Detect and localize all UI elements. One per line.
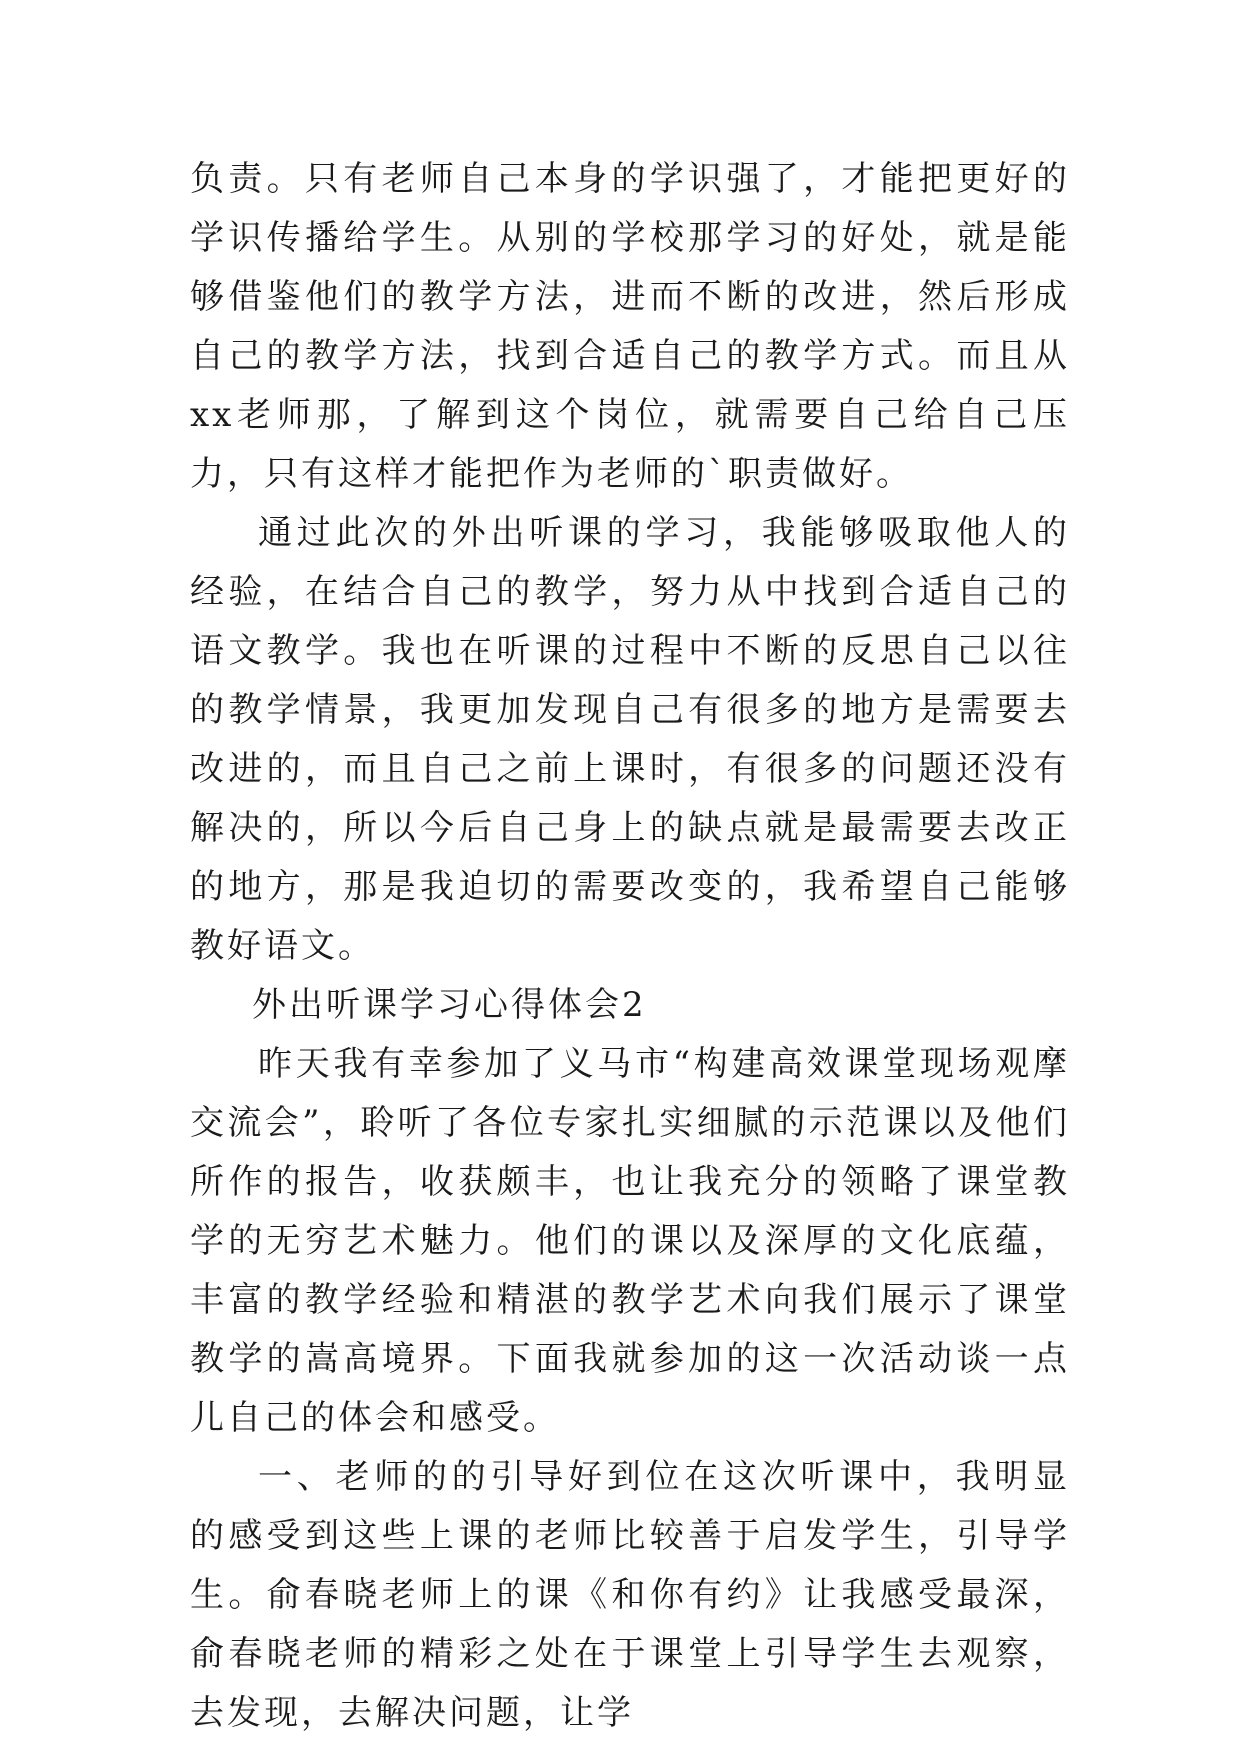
- section-heading: 外出听课学习心得体会2: [252, 985, 647, 1025]
- body-paragraph: 通过此次的外出听课的学习，我能够吸取他人的经验，在结合自己的教学，努力从中找到合适自己的语文教学。我也在听课的过程中不断的反思自己以往的教学情景，我更加发现自己有很多的地方是需要去改进的，而且自己之前上课时，有很多的问题还没有解决的，所以今后自己身上的缺点就是最需要去改正的地方，那是我迫切的需要改变的，我希望自己能够教好语文。: [190, 513, 1070, 966]
- continuation-paragraph: 负责。只有老师自己本身的学识强了，才能把更好的学识传播给学生。从别的学校那学习的好处，就是能够借鉴他们的教学方法，进而不断的改进，然后形成自己的教学方法，找到合适自己的教学方式。而且从xx老师那，了解到这个岗位，就需要自己给自己压力，只有这样才能把作为老师的`职责做好。: [190, 159, 1070, 494]
- document-body: [190, 150, 1070, 1743]
- body-paragraph: 一、老师的的引导好到位在这次听课中，我明显的感受到这些上课的老师比较善于启发学生，引导学生。俞春晓老师上的课《和你有约》让我感受最深，俞春晓老师的精彩之处在于课堂上引导学生去观察，去发现，去解决问题，让学: [190, 1457, 1070, 1733]
- body-paragraph: 昨天我有幸参加了义马市“构建高效课堂现场观摩交流会”，聆听了各位专家扎实细腻的示范课以及他们所作的报告，收获颇丰，也让我充分的领略了课堂教学的无穷艺术魅力。他们的课以及深厚的文化底蕴，丰富的教学经验和精湛的教学艺术向我们展示了课堂教学的嵩高境界。下面我就参加的这一次活动谈一点儿自己的体会和感受。: [190, 1044, 1070, 1438]
